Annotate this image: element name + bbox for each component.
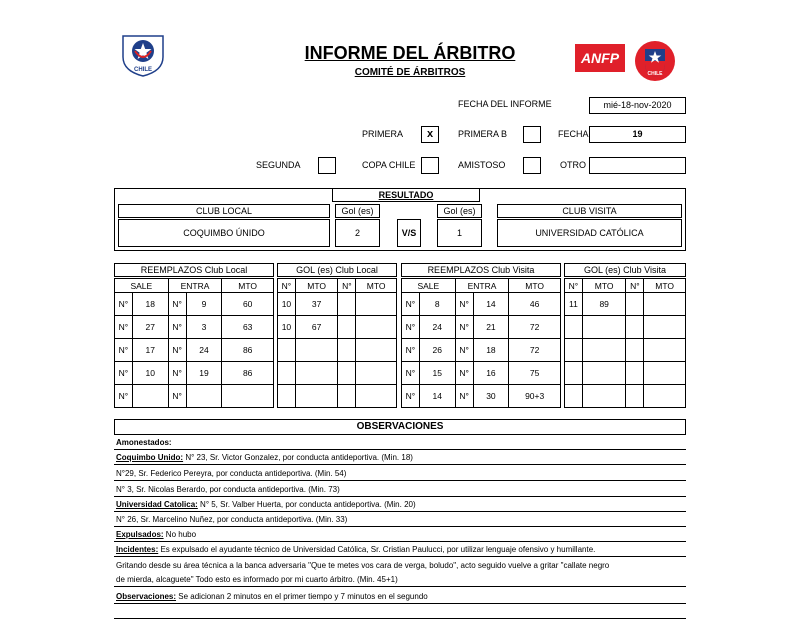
table-row	[278, 339, 397, 362]
primera-checkbox[interactable]: x	[421, 126, 439, 143]
copa-chile-label: COPA CHILE	[362, 160, 416, 170]
page-title: INFORME DEL ÁRBITRO	[304, 43, 516, 63]
obs-line-3: N° 3, Sr. Nicolas Berardo, por conducta antideportiva. (Min. 73)	[116, 485, 340, 494]
amistoso-checkbox[interactable]	[523, 157, 541, 174]
uc-label: Universidad Catolica:	[116, 500, 198, 509]
resultado-title: RESULTADO	[378, 190, 434, 200]
obs-line-5: N° 26, Sr. Marcelino Nuñez, por conducta antideportiva. (Min. 33)	[116, 515, 348, 524]
visit-goals-title: GOL (es) Club Visita	[583, 265, 667, 275]
obs-line-1	[116, 453, 413, 462]
rule	[114, 449, 686, 450]
primera-b-checkbox[interactable]	[523, 126, 541, 143]
fecha-label: FECHA	[558, 129, 589, 139]
primera-b-label: PRIMERA B	[458, 129, 508, 139]
otro-label: OTRO	[560, 160, 586, 170]
table-row: N° 24 N° 21 72	[402, 316, 561, 339]
vs-label: V/S	[401, 228, 417, 238]
table-row: N° 10 N° 19 86	[115, 362, 274, 385]
rule	[114, 511, 686, 512]
rule	[114, 496, 686, 497]
incidentes-line-1	[116, 545, 595, 554]
primera-label: PRIMERA	[362, 129, 404, 139]
table-row	[278, 362, 397, 385]
incidentes-line-2: Gritando desde su área técnica a la banca adversaria "Que te metes vos cara de verga, boludo", acto seguido vuelve a gritar "callate negro	[116, 561, 610, 570]
table-row: 10 67	[278, 316, 397, 339]
rule	[114, 618, 686, 619]
left-logo-text: CHILE	[134, 67, 152, 73]
table-row: N° 26 N° 18 72	[402, 339, 561, 362]
right-logo	[575, 40, 685, 82]
club-local-name: COQUIMBO ÚNIDO	[183, 228, 265, 238]
table-row	[278, 385, 397, 408]
local-goals: 2	[354, 228, 360, 238]
rule	[114, 603, 686, 604]
expulsados-text: No hubo	[163, 530, 197, 539]
fecha-field[interactable]: 19	[589, 126, 686, 143]
incidentes-line-3: de mierda, alcaguete" Todo esto es informado por mi cuarto árbitro. (Min. 45+1)	[116, 575, 398, 584]
obs-line-4	[116, 500, 416, 509]
table-row	[565, 385, 686, 408]
coquimbo-label: Coquimbo Unido:	[116, 453, 184, 462]
table-row: N° N°	[115, 385, 274, 408]
local-subs-table	[114, 278, 274, 408]
gol-local-label: Gol (es)	[341, 206, 374, 216]
visit-goals: 1	[456, 228, 462, 238]
segunda-checkbox[interactable]	[318, 157, 336, 174]
rule	[114, 480, 686, 481]
obs-line-1-text: N° 23, Sr. Victor Gonzalez, por conducta antideportiva. (Min. 18)	[183, 453, 413, 462]
table-row: 11 89	[565, 293, 686, 316]
rule	[114, 556, 686, 557]
club-local-label: CLUB LOCAL	[195, 206, 253, 216]
federation-shield-text: CHILE	[647, 71, 663, 77]
amonestados-label: Amonestados:	[116, 438, 172, 447]
observaciones-title: OBSERVACIONES	[356, 421, 444, 432]
table-row	[565, 339, 686, 362]
amistoso-label: AMISTOSO	[458, 160, 506, 170]
fecha-informe-label: FECHA DEL INFORME	[458, 99, 552, 109]
club-visita-label: CLUB VISITA	[562, 206, 617, 216]
page-subtitle: COMITÉ DE ÁRBITROS	[354, 67, 466, 78]
incidentes-text-1: Es expulsado el ayudante técnico de Universidad Católica, Sr. Cristian Paulucci, por utilizar lenguaje ofensivo y humillante.	[158, 545, 596, 554]
visit-subs-table: SALE ENTRA MTO N° 8 N° 14 46 N° 24 N° 21 72 N° 26 N° 18 72 N° 15 N° 16 75 N° 14 N° 30 90+3	[401, 278, 561, 408]
segunda-label: SEGUNDA	[256, 160, 301, 170]
table-row: N° 14 N° 30 90+3	[402, 385, 561, 408]
rule	[114, 586, 686, 587]
table-row: 10 37	[278, 293, 397, 316]
table-row: N° 17 N° 24 86	[115, 339, 274, 362]
observaciones-label: Observaciones:	[116, 592, 177, 601]
sale-header: SALE	[115, 279, 169, 293]
observaciones-line	[116, 592, 428, 601]
local-goals-table: N° MTO N° MTO 10 37 10 67	[277, 278, 397, 408]
local-subs-title: REEMPLAZOS Club Local	[140, 265, 248, 275]
table-row: N° 18 N° 9 60	[115, 293, 274, 316]
table-row	[565, 316, 686, 339]
expulsados-label: Expulsados:	[116, 530, 164, 539]
visit-goals-table: N° MTO N° MTO 11 89	[564, 278, 686, 408]
table-row: N° 8 N° 14 46	[402, 293, 561, 316]
mto-header: MTO	[222, 279, 274, 293]
gol-visit-label: Gol (es)	[443, 206, 476, 216]
anfp-logo-text: ANFP	[580, 50, 620, 66]
entra-header: ENTRA	[168, 279, 222, 293]
obs-line-2: N°29, Sr. Federico Pereyra, por conducta antideportiva. (Min. 54)	[116, 469, 347, 478]
obs-line-4-text: N° 5, Sr. Valber Huerta, por conducta antideportiva. (Min. 20)	[197, 500, 416, 509]
rule	[114, 526, 686, 527]
expulsados-line	[116, 530, 196, 539]
visit-subs-title: REEMPLAZOS Club Visita	[427, 265, 535, 275]
incidentes-label: Incidentes:	[116, 545, 159, 554]
table-row	[565, 362, 686, 385]
local-goals-title: GOL (es) Club Local	[296, 265, 378, 275]
fecha-informe-field[interactable]: mié-18-nov-2020	[589, 97, 686, 114]
rule	[114, 464, 686, 465]
otro-field[interactable]	[589, 157, 686, 174]
copa-chile-checkbox[interactable]	[421, 157, 439, 174]
table-row: N° 27 N° 3 63	[115, 316, 274, 339]
left-logo	[119, 33, 167, 77]
observaciones-text: Se adicionan 2 minutos en el primer tiempo y 7 minutos en el segundo	[176, 592, 428, 601]
rule	[114, 541, 686, 542]
table-row: N° 15 N° 16 75	[402, 362, 561, 385]
club-visita-name: UNIVERSIDAD CATÓLICA	[535, 228, 644, 238]
